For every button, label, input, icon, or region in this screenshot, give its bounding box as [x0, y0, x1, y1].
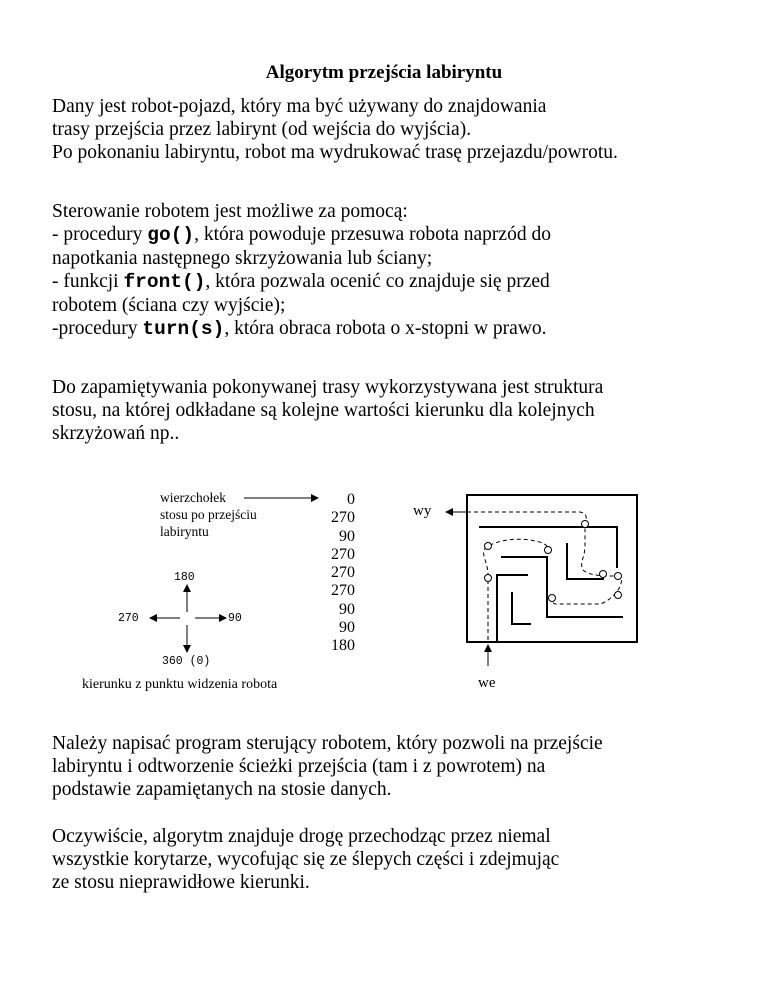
stack-desc-line: skrzyżowań np.. [52, 423, 180, 444]
task-paragraph [52, 732, 752, 801]
stack-top-label-line: wierzchołek [160, 490, 226, 505]
stack-value: 270 [331, 582, 355, 600]
page-title: Algorytm przejścia labiryntu [265, 62, 503, 83]
stack-value: 180 [331, 637, 355, 655]
exit-label: wy [413, 503, 432, 519]
dir-down-label: 360 (0) [162, 655, 211, 668]
intro-line: trasy przejścia przez labirynt (od wejścia do wyjścia). [52, 119, 472, 140]
maze-nodes [485, 521, 622, 602]
task-line: podstawie zapamiętanych na stosie danych. [52, 779, 392, 800]
direction-cross-icon [150, 585, 226, 652]
stack-value: 0 [347, 491, 355, 508]
front-continuation: robotem (ściana czy wyjście); [52, 295, 286, 316]
turn-suffix: , która obraca robota o x-stopni w prawo. [224, 318, 547, 339]
intro-line: Po pokonaniu labiryntu, robot ma wydrukować trasę przejazdu/powrotu. [52, 142, 618, 163]
note-line: wszystkie korytarze, wycofując się ze ślepych części i zdejmując [52, 849, 560, 870]
stack-value: 270 [331, 545, 355, 563]
task-line: labiryntu i odtworzenie ścieżki przejścia (tam i z powrotem) na [52, 756, 546, 777]
dir-up-label: 180 [174, 571, 195, 584]
entry-label: we [478, 675, 496, 691]
front-suffix: , która pozwala ocenić co znajduje się przed [205, 271, 550, 292]
dir-right-label: 90 [228, 612, 242, 625]
stack-value: 270 [331, 564, 355, 582]
maze-walls [467, 495, 637, 642]
front-prefix: - funkcji [52, 271, 124, 292]
note-paragraph [52, 825, 752, 894]
turn-code: turn(s) [142, 318, 225, 340]
task-line: Należy napisać program sterujący robotem, który pozwoli na przejście [52, 733, 603, 754]
front-code: front() [123, 271, 206, 293]
controls-heading: Sterowanie robotem jest możliwe za pomocą: [52, 201, 408, 222]
go-continuation: napotkania następnego skrzyżowania lub ściany; [52, 248, 433, 269]
stack-top-label-line: labiryntu [160, 524, 209, 539]
stack-value: 90 [339, 619, 355, 637]
note-line: ze stosu nieprawidłowe kierunki. [52, 872, 310, 893]
go-prefix: - procedury [52, 224, 148, 245]
stack-value: 270 [331, 509, 355, 527]
note-line: Oczywiście, algorytm znajduje drogę przechodząc przez niemal [52, 826, 551, 847]
stack-value: 90 [339, 600, 355, 618]
go-code: go() [147, 224, 195, 246]
stack-value: 90 [339, 527, 355, 545]
go-suffix: , która powoduje przesuwa robota naprzód do [194, 224, 551, 245]
stack-top-label-line: stosu po przejściu [160, 507, 257, 522]
turn-prefix: -procedury [52, 318, 143, 339]
direction-caption: kierunku z punktu widzenia robota [82, 677, 278, 692]
stack-desc-line: stosu, na której odkładane są kolejne wartości kierunku dla kolejnych [52, 400, 595, 421]
dir-left-label: 270 [118, 612, 139, 625]
stack-desc-line: Do zapamiętywania pokonywanej trasy wykorzystywana jest struktura [52, 377, 604, 398]
intro-line: Dany jest robot-pojazd, który ma być używany do znajdowania [52, 96, 547, 117]
